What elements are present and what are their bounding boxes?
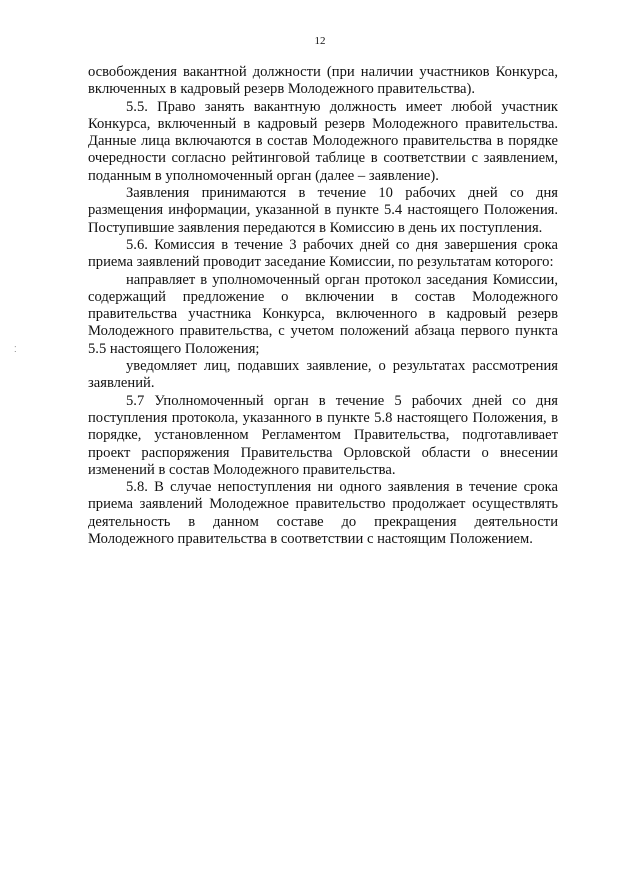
paragraph-5-8: 5.8. В случае непоступления ни одного заявления в течение срока приема заявлений Молодежное правительство продолжает осуществлять деятельность в данном составе до прекращения деятельности Молодежного правительства в соответствии с настоящим Положением. — [88, 479, 558, 548]
paragraph-5-5: 5.5. Право занять вакантную должность имеет любой участник Конкурса, включенный в кадровый резерв Молодежного правительства. Данные лица включаются в состав Молодежного правительства в порядке очередности согласно рейтинговой таблице в соответствии с заявлением, поданным в уполномоченный орган (далее – заявление). — [88, 98, 558, 184]
paragraph-continuation: освобождения вакантной должности (при наличии участников Конкурса, включенных в кадровый резерв Молодежного правительства). — [88, 64, 558, 98]
paragraph-applications: Заявления принимаются в течение 10 рабочих дней со дня размещения информации, указанной в пункте 5.4 настоящего Положения. Поступившие заявления передаются в Комиссию в день их поступления. — [88, 185, 558, 236]
document-body — [88, 64, 558, 548]
paragraph-5-7: 5.7 Уполномоченный орган в течение 5 рабочих дней со дня поступления протокола, указанного в пункте 5.8 настоящего Положения, в порядке, установленном Регламентом Правительства, подготавливает проект распоряжения Правительства Орловской области о внесении изменений в состав Молодежного правительства. — [88, 392, 558, 478]
margin-mark: ⁚ — [14, 345, 17, 354]
paragraph-notifies: уведомляет лиц, подавших заявление, о результатах рассмотрения заявлений. — [88, 358, 558, 392]
paragraph-sends-protocol: направляет в уполномоченный орган протокол заседания Комиссии, содержащий предложение о включении в состав Молодежного правительства участника Конкурса, включенного в кадровый резерв Молодежного правительства, с учетом положений абзаца первого пункта 5.5 настоящего Положения; — [88, 271, 558, 357]
paragraph-5-6: 5.6. Комиссия в течение 3 рабочих дней со дня завершения срока приема заявлений проводит заседание Комиссии, по результатам которого: — [88, 236, 558, 271]
page-number: 12 — [314, 35, 326, 47]
